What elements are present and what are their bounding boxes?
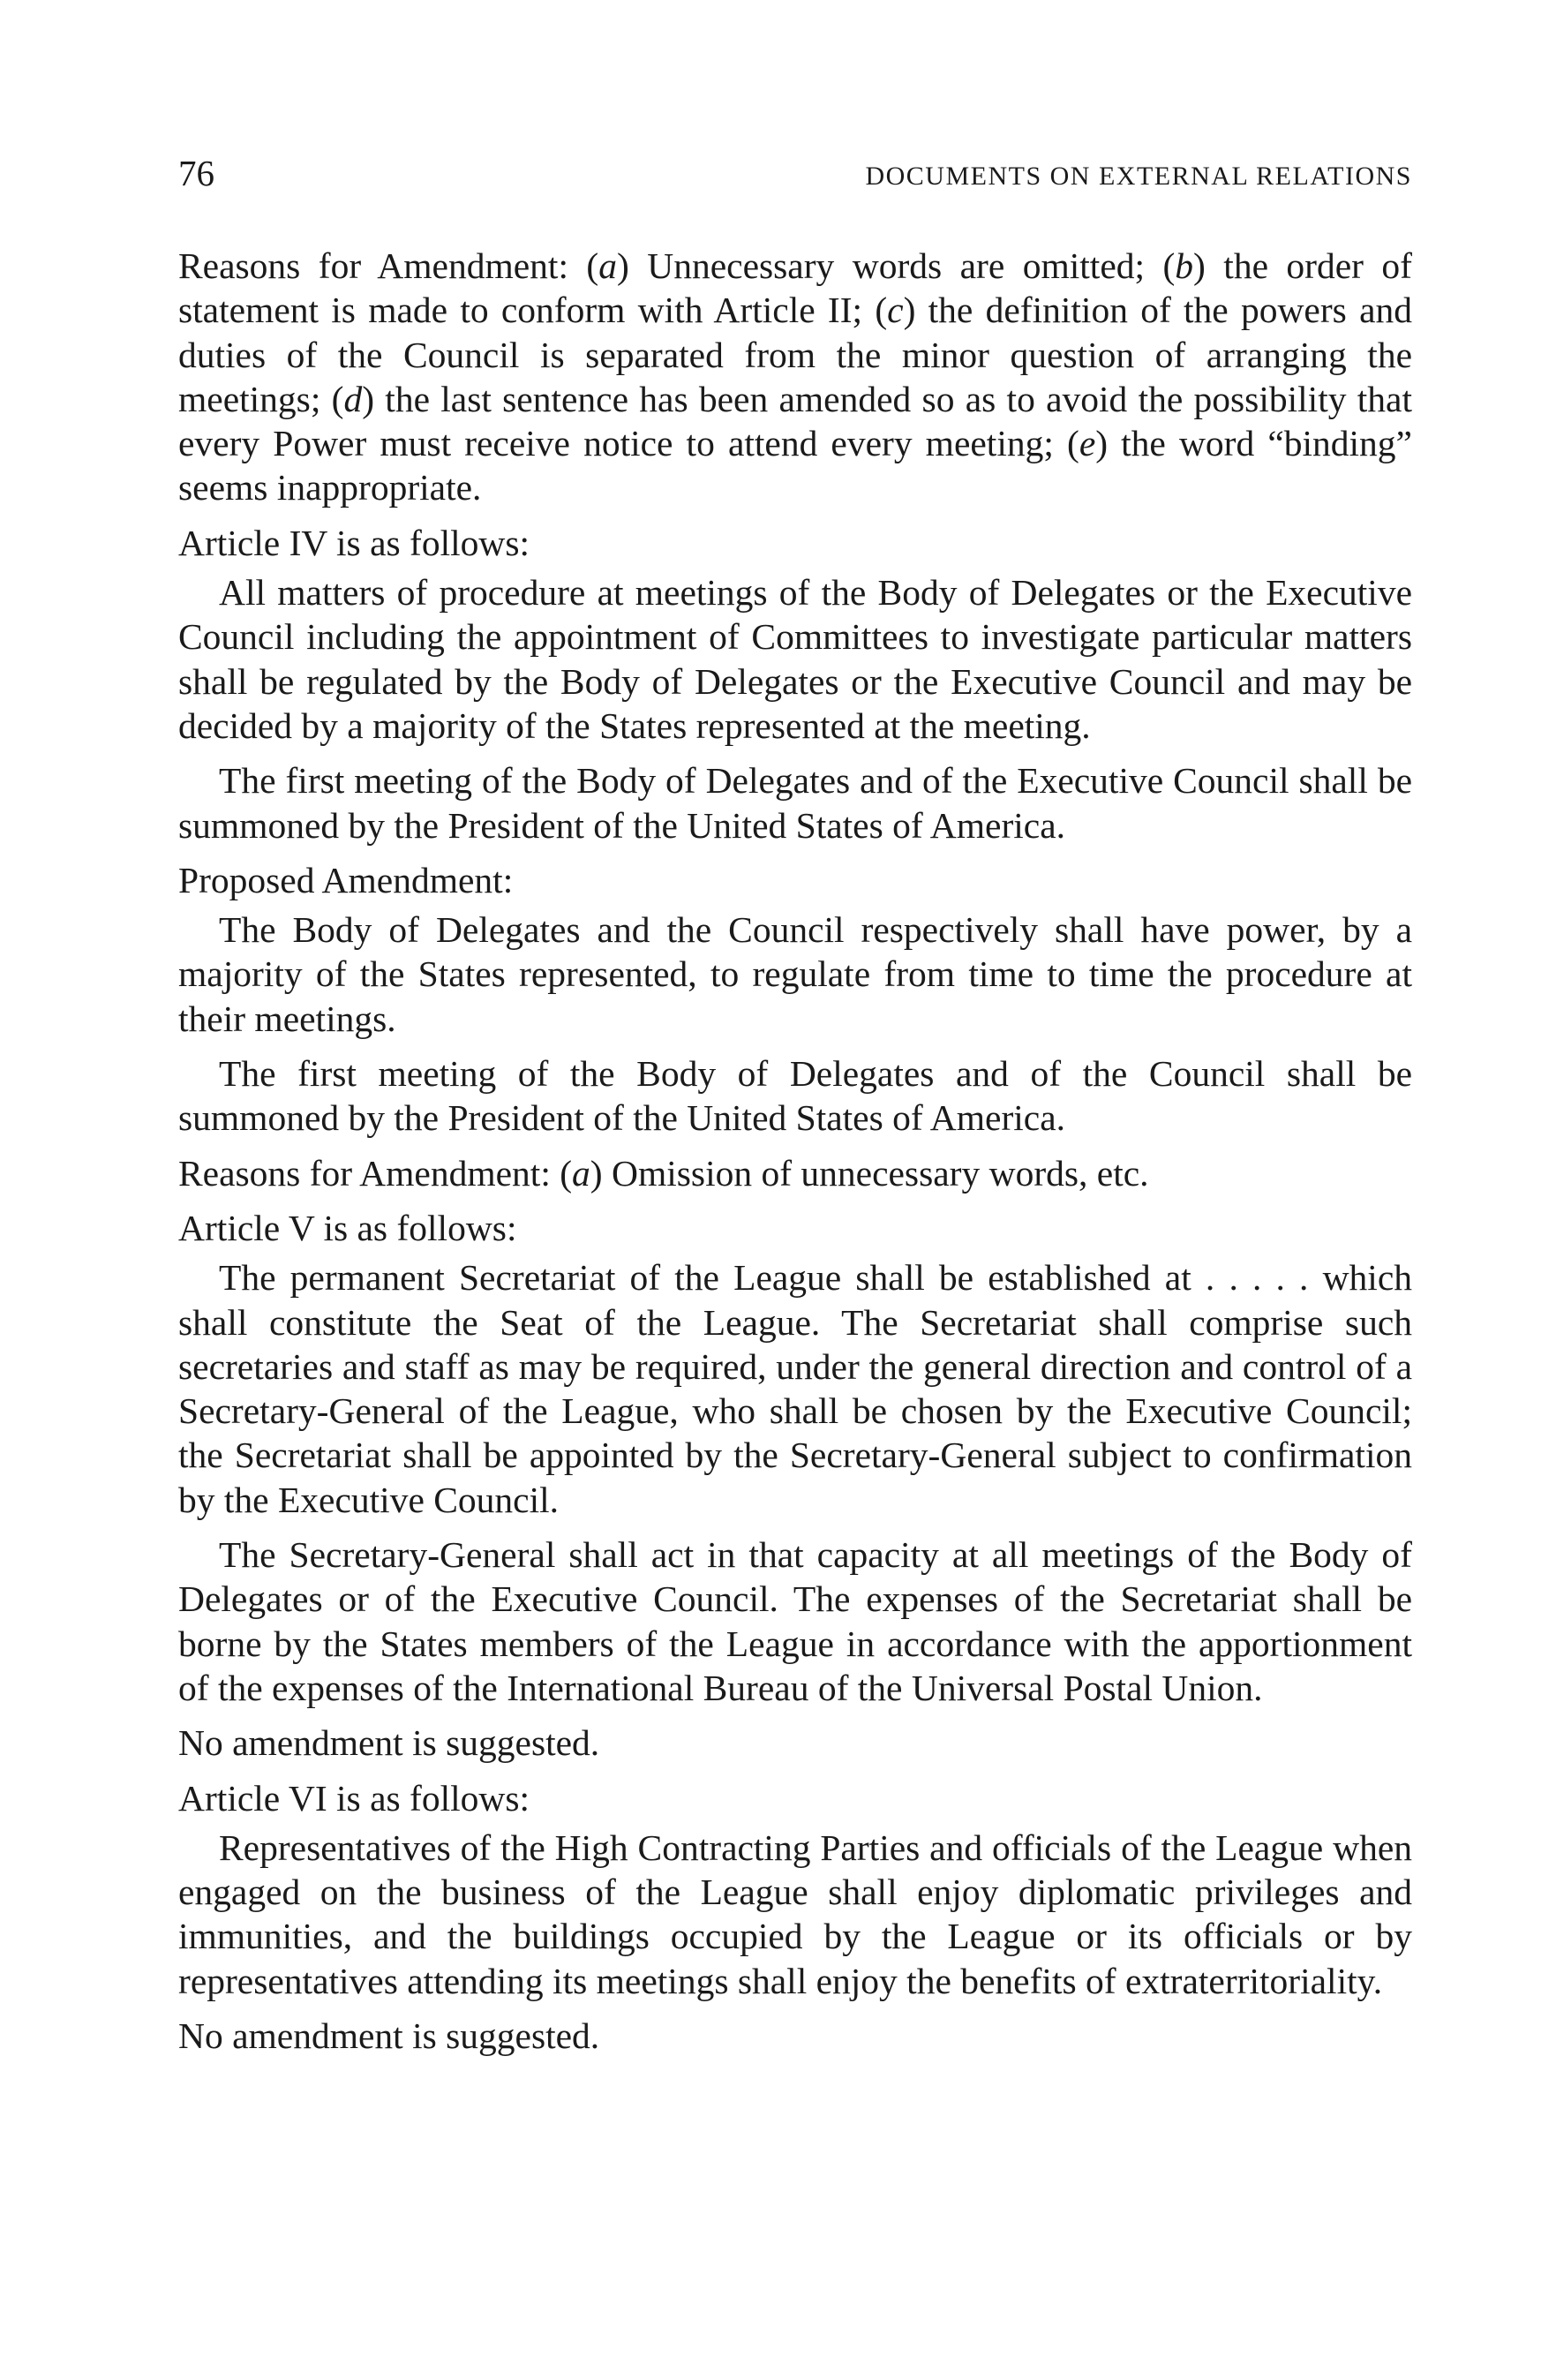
no-amendment-note-2: No amendment is suggested. (178, 2015, 600, 2056)
article-6-paragraph-1: Representatives of the High Contracting Parties and officials of the League when engaged on the business of the League shall enjoy diplomatic privileges and immunities, and the buildings occupied by the League or its officials or by representatives attending its meetings shall enjoy the benefits of extraterritoriality. (178, 1826, 1412, 2001)
article-5-intro: Article V is as follows: (178, 1207, 517, 1248)
item-letter: d (343, 378, 363, 419)
item-letter: b (1175, 245, 1194, 286)
text-segment: ) the word “binding” seems inappropriate. (178, 423, 1412, 508)
text-segment: ) the definition of the powers and duties of the Council is separated from the minor question of arranging the meetings; ( (178, 290, 1412, 419)
article-6-intro: Article VI is as follows: (178, 1777, 530, 1819)
article-5-paragraph-1: The permanent Secretariat of the League shall be established at . . . . . which shall constitute the Seat of the League. The Secretariat shall comprise such secretaries and staff as may be required, under the general direction and control of a Secretary-General of the League, who shall be chosen by the Executive Council; the Secretariat shall be appointed by the Secretary-General subject to confirmation by the Executive Council. (178, 1257, 1412, 1520)
no-amendment-note-1: No amendment is suggested. (178, 1722, 600, 1764)
proposed-amendment-intro: Proposed Amendment: (178, 859, 514, 900)
article-4-paragraph-1: All matters of procedure at meetings of the Body of Delegates or the Executive Council including the appointment of Committees to investigate particular matters shall be regulated by the Body of Delegates or the Executive Council and may be decided by a majority of the States represented at the meeting. (178, 572, 1412, 746)
item-letter: a (598, 245, 617, 286)
item-letter: e (1079, 423, 1096, 464)
article-4-intro: Article IV is as follows: (178, 522, 530, 563)
article-5-paragraph-2: The Secretary-General shall act in that capacity at all meetings of the Body of Delegates or of the Executive Council. The expenses of the Secretariat shall be borne by the States members of the League in accordance with the apportionment of the expenses of the International Bureau of the Universal Postal Union. (178, 1534, 1412, 1708)
page-number: 76 (178, 153, 214, 193)
document-page (178, 152, 1412, 2068)
reasons-for-amendment-2 (178, 1151, 1412, 1195)
text-segment: ) the order of statement is made to conform with Article II; ( (178, 245, 1413, 331)
article-4-paragraph-2: The first meeting of the Body of Delegates and of the Executive Council shall be summoned by the President of the United States of America. (178, 760, 1412, 846)
text-segment: ) Omission of unnecessary words, etc. (590, 1152, 1149, 1194)
reasons-for-amendment-paragraph (178, 244, 1412, 510)
text-segment: Reasons for Amendment: ( (178, 245, 599, 286)
running-title: DOCUMENTS ON EXTERNAL RELATIONS (865, 162, 1412, 191)
text-segment: Reasons for Amendment: ( (178, 1152, 573, 1194)
item-letter: a (572, 1152, 590, 1194)
running-head (178, 152, 1412, 205)
proposed-amendment-paragraph-2: The first meeting of the Body of Delegates and of the Council shall be summoned by the President of the United States of America. (178, 1053, 1412, 1139)
proposed-amendment-paragraph-1: The Body of Delegates and the Council respectively shall have power, by a majority of the States represented, to regulate from time to time the procedure at their meetings. (178, 909, 1412, 1039)
item-letter: c (887, 290, 904, 331)
text-segment: ) Unnecessary words are omitted; ( (617, 245, 1176, 286)
text-segment: ) the last sentence has been amended so as to avoid the possibility that every Power must receive notice to attend every meeting; ( (178, 378, 1412, 464)
